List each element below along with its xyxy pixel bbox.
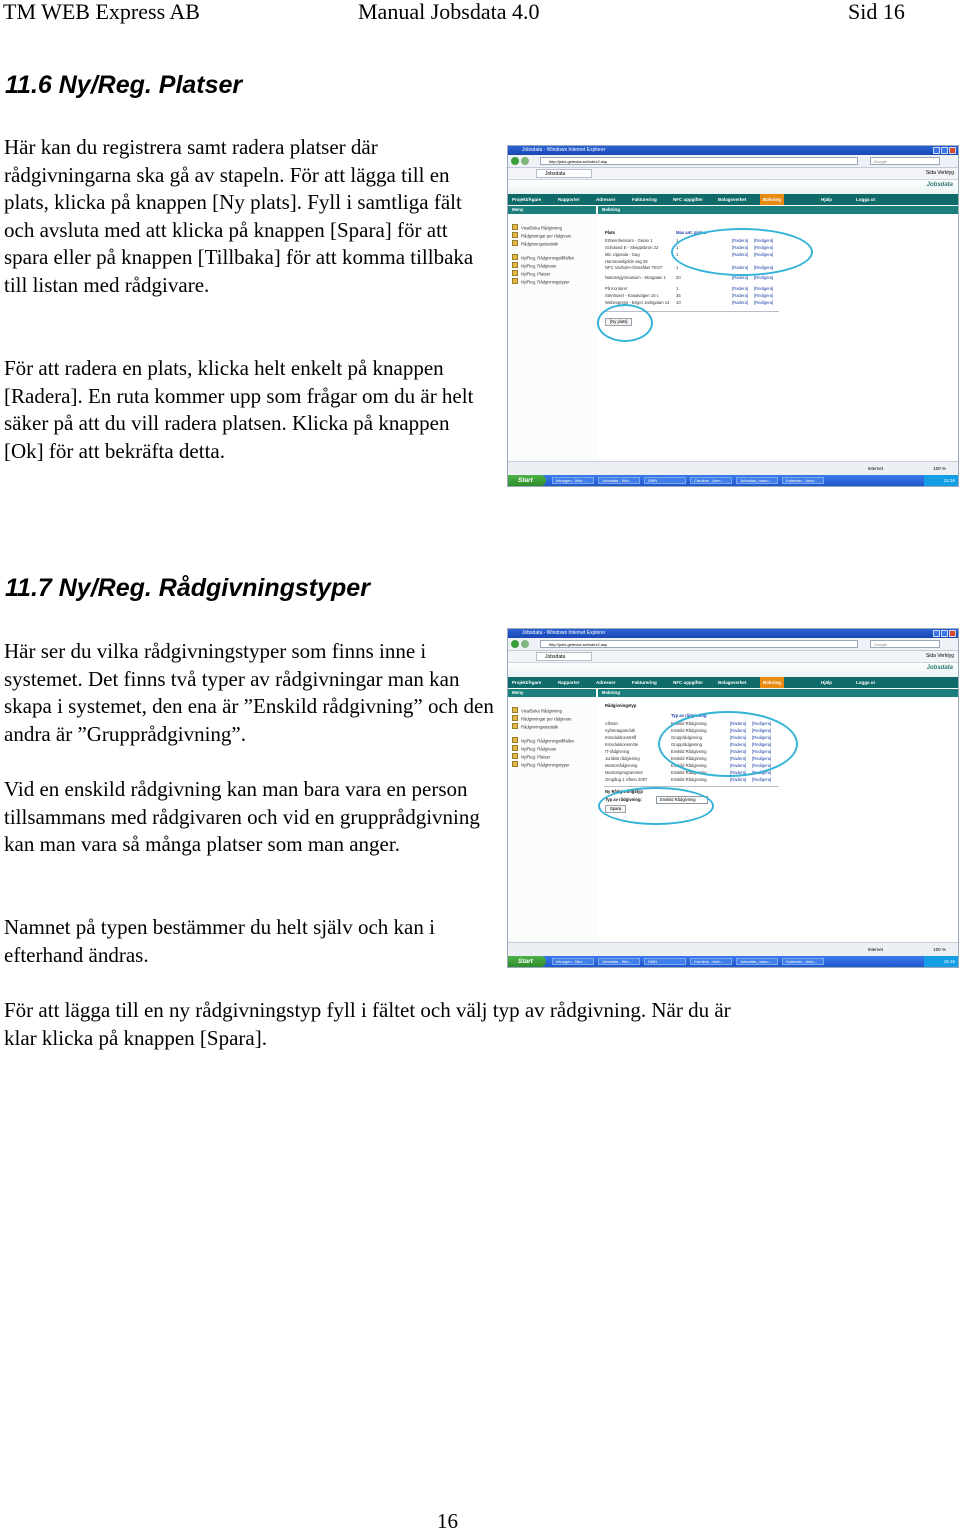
divider	[604, 786, 779, 787]
delete-link: [Radera]	[732, 286, 749, 291]
table-cell: Nationsgymnasium - Storgatan 1	[605, 275, 666, 280]
menu-item: Bolagsverket	[718, 680, 747, 685]
delete-link: [Radera]	[730, 749, 747, 754]
column-header-kind: Typ av rådgivning	[671, 713, 707, 718]
status-zoom: 100 %	[933, 947, 946, 952]
highlight-circle	[598, 787, 714, 825]
status-zone: Internet	[867, 947, 883, 952]
left-link: Rådgivningsstatistik	[512, 240, 558, 248]
table-cell: 1	[676, 238, 679, 243]
table-cell: Omgång 1 Våren 2007	[605, 777, 648, 782]
site-banner	[508, 663, 958, 677]
taskbar-item: Jobsdata_manu...	[736, 477, 778, 484]
table-cell: 20	[676, 275, 681, 280]
table-cell: Mic Uppsala - Gag	[605, 252, 640, 257]
url-field: http://jobs.getecka.se/index2.asp	[540, 640, 858, 648]
menu-item: Adresser	[596, 680, 616, 685]
paragraph: För att radera en plats, klicka helt enkelt på knappen [Radera]. En ruta kommer upp som frågar om du är helt säker på att du vill radera platsen. Klicka på knappen [Ok] för att bekräfta detta.	[4, 356, 474, 463]
tab-jobsdata: Jobsdata	[536, 169, 592, 178]
taskbar-item: Inkorgen - Micr...	[552, 958, 594, 965]
new-type-heading: Ny Rådgivningstyp	[605, 789, 643, 794]
page-number: 16	[437, 1509, 458, 1533]
menu-item: Bokning	[760, 677, 784, 688]
forward-icon	[521, 157, 529, 165]
left-link: Ny/Reg. Rådgivare	[512, 745, 556, 753]
close-icon	[949, 147, 956, 154]
delete-link: [Radera]	[732, 238, 749, 243]
table-cell: Mentorsprogrammet	[605, 770, 643, 775]
table-cell: Enskild Rådgivning	[671, 777, 707, 782]
delete-link: [Radera]	[730, 777, 747, 782]
taskbar-item: Jobsdata - Win...	[598, 477, 640, 484]
highlight-circle	[658, 711, 798, 777]
edit-link: [Redigera]	[752, 770, 772, 775]
table-cell: Introduktionsmöte	[605, 742, 639, 747]
tools-menu: Sida Verktyg	[925, 170, 954, 176]
table-cell: 10	[676, 300, 681, 305]
menu-item: Hjälp	[821, 680, 833, 685]
column-header-type: Rådgivningstyp	[605, 703, 637, 708]
table-cell: Juridisk rådgivning	[605, 756, 640, 761]
menu-header: Meny	[508, 689, 596, 697]
taskbar	[508, 475, 958, 486]
table-cell: Webexpress - Birger Jarlsgatan 14	[605, 300, 670, 305]
start-button: Start	[508, 956, 546, 967]
start-button: Start	[508, 475, 546, 486]
menu-item: Fakturering	[632, 197, 657, 202]
menu-item: Bolagsverket	[718, 197, 747, 202]
taskbar	[508, 956, 958, 967]
maximize-icon	[941, 147, 948, 154]
delete-link: [Radera]	[732, 252, 749, 257]
url-field: http://jobs.getecka.se/index2.asp	[540, 157, 858, 165]
table-cell: Stenhuset - Kanalvägen 15 c	[605, 293, 659, 298]
table-cell: 1	[676, 245, 679, 250]
maximize-icon	[941, 630, 948, 637]
address-bar	[508, 155, 958, 168]
delete-link: [Radera]	[732, 275, 749, 280]
highlight-circle	[597, 304, 653, 342]
left-link: Ny/Reg. Rådgivningstillfällen	[512, 254, 574, 262]
menu-item: NFC uppgifter	[673, 680, 703, 685]
paragraph: För att lägga till en ny rådgivningstyp fyll i fältet och välj typ av rådgivning. När du är klar klicka på knappen [Spara].	[4, 998, 731, 1050]
header-company: TM WEB Express AB	[3, 0, 200, 24]
close-icon	[949, 630, 956, 637]
tab-bar	[508, 168, 958, 180]
system-clock: 15:16	[924, 475, 958, 486]
edit-link: [Redigera]	[752, 721, 772, 726]
delete-link: [Radera]	[730, 735, 747, 740]
menu-item: Fakturering	[632, 680, 657, 685]
taskbar-item: Caroline - Anm...	[690, 958, 732, 965]
taskbar-item: Inkorgen - Micr...	[552, 477, 594, 484]
menu-item: Bokning	[760, 194, 784, 205]
menu-item: Hjälp	[821, 197, 833, 202]
screenshot-platser	[507, 145, 959, 487]
save-button: Spara	[605, 805, 626, 813]
paragraph: Här kan du registrera samt radera platser där rådgivningarna ska gå av stapeln. För att lägga till en plats, klicka på knappen [Ny plats]. Fyll i samtliga fält och avsluta med att klicka på knappen [Spara] för att spara eller på knappen [Tillbaka] för att komma tillbaka till listan med rådgivare.	[4, 135, 474, 297]
table-cell: Enskild Rådgivning	[671, 763, 707, 768]
left-link: Ny/Reg. Platser	[512, 753, 550, 761]
table-cell: Enskild Rådgivning	[671, 770, 707, 775]
content-header: Bokning	[598, 689, 958, 697]
taskbar-item: Caroline - Anm...	[690, 477, 732, 484]
tab-jobsdata: Jobsdata	[536, 652, 592, 661]
table-cell: Mentorrådgivning	[605, 763, 638, 768]
menu-item: Adresser	[596, 197, 616, 202]
edit-link: [Redigera]	[752, 735, 772, 740]
menu-header: Meny	[508, 206, 596, 214]
left-menu	[508, 214, 598, 462]
paragraph: Vid en enskild rådgivning kan man bara vara en person tillsammans med rådgivaren och vid en grupprådgivning kan man vara så många platser som man anger.	[4, 777, 480, 857]
table-cell: 1	[676, 252, 679, 257]
minimize-icon	[933, 147, 940, 154]
site-menu	[508, 194, 958, 205]
kind-label: Typ av rådgivning:	[605, 797, 642, 802]
delete-link: [Radera]	[732, 293, 749, 298]
table-cell: 1	[676, 286, 679, 291]
edit-link: [Redigera]	[752, 777, 772, 782]
menu-item: Logga ut	[856, 197, 875, 202]
taskbar-item: Jobsdata_manu...	[736, 958, 778, 965]
status-zoom: 100 %	[933, 466, 946, 471]
table-cell: 35	[676, 293, 681, 298]
site-menu	[508, 677, 958, 688]
table-cell: Allmän	[605, 721, 618, 726]
table-cell: Enskild Rådgivning	[671, 749, 707, 754]
back-icon	[511, 640, 519, 648]
header-page: Sid 16	[848, 0, 905, 24]
table-cell: Grupprådgivning	[671, 742, 702, 747]
column-header-seats: Max ant. platser	[676, 230, 708, 235]
delete-link: [Radera]	[730, 756, 747, 761]
taskbar-item: Jobsdata - Win...	[598, 958, 640, 965]
table-cell: IT-rådgivning	[605, 749, 630, 754]
window-title: Jobsdata - Windows Internet Explorer	[522, 147, 606, 153]
delete-link: [Radera]	[730, 770, 747, 775]
left-link: Rådgivningsstatistik	[512, 723, 558, 731]
delete-link: [Radera]	[730, 763, 747, 768]
edit-link: [Redigera]	[752, 756, 772, 761]
table-cell: Enskild Rådgivning	[671, 756, 707, 761]
delete-link: [Radera]	[732, 265, 749, 270]
menu-item: Rapporter	[558, 680, 580, 685]
column-header-place: Plats	[605, 230, 616, 235]
tools-menu: Sida Verktyg	[925, 653, 954, 659]
edit-link: [Redigera]	[752, 742, 772, 747]
table-cell: 1	[676, 265, 679, 270]
table-cell: nyföretagare/idé	[605, 728, 636, 733]
taskbar-item: Kalender - Anta...	[782, 958, 824, 965]
search-field: Google	[870, 640, 940, 648]
edit-link: [Redigera]	[754, 300, 774, 305]
screenshot-radgivningstyper	[507, 628, 959, 968]
left-link: Rådgivningar per rådgivare	[512, 715, 572, 723]
window-titlebar	[508, 146, 958, 155]
left-menu	[508, 697, 598, 943]
left-link: Ny/Reg. Rådgivningstyper	[512, 761, 570, 769]
header-manual: Manual Jobsdata 4.0	[358, 0, 540, 24]
brand-logo: Jobsdata	[926, 182, 953, 188]
address-bar	[508, 638, 958, 651]
table-cell: Scholand E - Skeppsbron 22	[605, 245, 659, 250]
highlight-circle	[671, 228, 813, 276]
table-cell: Hammarskjölds väg 28	[605, 259, 648, 264]
edit-link: [Redigera]	[754, 238, 774, 243]
delete-link: [Radera]	[730, 728, 747, 733]
edit-link: [Redigera]	[754, 286, 774, 291]
table-cell: Erfarenhetsrum - Getan 1	[605, 238, 653, 243]
delete-link: [Radera]	[732, 245, 749, 250]
menu-item: Logga ut	[856, 680, 875, 685]
status-zone: Internet	[867, 466, 883, 471]
left-link: Ny/Reg. Rådgivare	[512, 262, 556, 270]
table-cell: Enskild Rådgivning	[671, 721, 707, 726]
edit-link: [Redigera]	[752, 749, 772, 754]
edit-link: [Redigera]	[752, 763, 772, 768]
status-bar	[508, 461, 958, 475]
site-banner	[508, 180, 958, 194]
forward-icon	[521, 640, 529, 648]
back-icon	[511, 157, 519, 165]
left-link: Ny/Reg. Platser	[512, 270, 550, 278]
new-place-button: [Ny plats]	[605, 318, 632, 326]
menu-item: NFC uppgifter	[673, 197, 703, 202]
edit-link: [Redigera]	[754, 245, 774, 250]
edit-link: [Redigera]	[754, 275, 774, 280]
brand-logo: Jobsdata	[926, 665, 953, 671]
left-link: Ny/Reg. Rådgivningstillfällen	[512, 737, 574, 745]
delete-link: [Radera]	[730, 721, 747, 726]
left-link: Visa/Boka Rådgivning	[512, 224, 562, 232]
search-field: Google	[870, 157, 940, 165]
taskbar-item: DMN	[644, 477, 686, 484]
left-link: Visa/Boka Rådgivning	[512, 707, 562, 715]
table-cell: Introduktionsträff	[605, 735, 637, 740]
edit-link: [Redigera]	[754, 265, 774, 270]
menu-item: Rapporter	[558, 197, 580, 202]
delete-link: [Radera]	[732, 300, 749, 305]
left-link: Ny/Reg. Rådgivningstyper	[512, 278, 570, 286]
paragraph: Här ser du vilka rådgivningstyper som finns inne i systemet. Det finns två typer av rådgivningar man kan skapa i systemet, den ena är ”Enskild rådgivning” och den andra är ”Grupprådgivning”.	[4, 639, 494, 746]
window-titlebar	[508, 629, 958, 638]
delete-link: [Radera]	[730, 742, 747, 747]
tab-bar	[508, 651, 958, 663]
edit-link: [Redigera]	[754, 252, 774, 257]
menu-item: Projekt/Ägare	[512, 680, 542, 685]
table-cell: NFC Vaxholm-Österåker TEST	[605, 265, 663, 270]
system-clock: 15:16	[924, 956, 958, 967]
section-heading-radgivningstyper: 11.7 Ny/Reg. Rådgivningstyper	[5, 574, 370, 602]
table-cell: På Kontoret	[605, 286, 628, 291]
table-cell: Enskild Rådgivning	[671, 728, 707, 733]
minimize-icon	[933, 630, 940, 637]
taskbar-item: Kalender - Anta...	[782, 477, 824, 484]
section-heading-platser: 11.6 Ny/Reg. Platser	[5, 71, 243, 99]
kind-select: Enskild Rådgivning	[656, 796, 708, 804]
left-link: Rådgivningar per rådgivare	[512, 232, 572, 240]
status-bar	[508, 942, 958, 956]
taskbar-item: DMN	[644, 958, 686, 965]
edit-link: [Redigera]	[754, 293, 774, 298]
content-header: Bokning	[598, 206, 958, 214]
menu-item: Projekt/Ägare	[512, 197, 542, 202]
edit-link: [Redigera]	[752, 728, 772, 733]
window-title: Jobsdata - Windows Internet Explorer	[522, 630, 606, 636]
paragraph: Namnet på typen bestämmer du helt själv och kan i efterhand ändras.	[4, 915, 435, 967]
table-cell: Grupprådgivning	[671, 735, 702, 740]
